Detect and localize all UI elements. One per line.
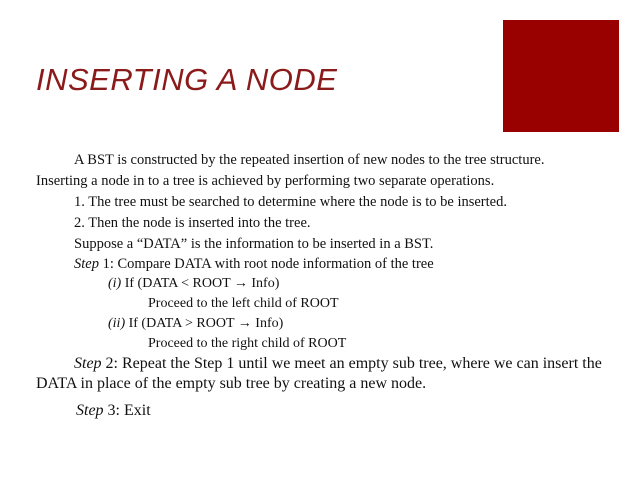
intro-line-1: A BST is constructed by the repeated insertion of new nodes to the tree structure.: [74, 152, 545, 168]
step-2-continuation: DATA in place of the empty sub tree by creating a new node.: [36, 375, 427, 392]
step-2-text: 2: Repeat the Step 1 until we meet an empty sub tree, where we can insert the: [101, 355, 602, 372]
operation-1: 1. The tree must be searched to determine where the node is to be inserted.: [74, 194, 507, 210]
slide-title: INSERTING A NODE: [36, 62, 338, 97]
accent-box: [503, 20, 619, 132]
operation-2: 2. Then the node is inserted into the tree.: [74, 215, 311, 231]
suppose-line: Suppose a “DATA” is the information to be inserted in a BST.: [74, 236, 434, 252]
step-3-label: Step: [76, 402, 104, 419]
step-3: [76, 402, 151, 420]
case-ii: [108, 316, 283, 332]
case-i-action: Proceed to the left child of ROOT: [148, 296, 339, 311]
step-2-label: Step: [74, 355, 102, 372]
step-1-label: Step: [74, 256, 99, 272]
case-i: [108, 276, 279, 292]
case-ii-action: Proceed to the right child of ROOT: [148, 336, 347, 351]
case-i-text: If (DATA < ROOT → Info): [121, 276, 280, 291]
case-ii-text: If (DATA > ROOT → Info): [125, 316, 284, 331]
step-2: [74, 355, 602, 373]
case-i-label: (i): [108, 276, 122, 291]
intro-line-2: Inserting a node in to a tree is achieved by performing two separate operations.: [36, 173, 495, 189]
case-ii-label: (ii): [108, 316, 126, 331]
step-3-text: 3: Exit: [103, 402, 151, 419]
step-1-text: 1: Compare DATA with root node information of the tree: [98, 256, 434, 272]
step-1: [74, 256, 434, 273]
